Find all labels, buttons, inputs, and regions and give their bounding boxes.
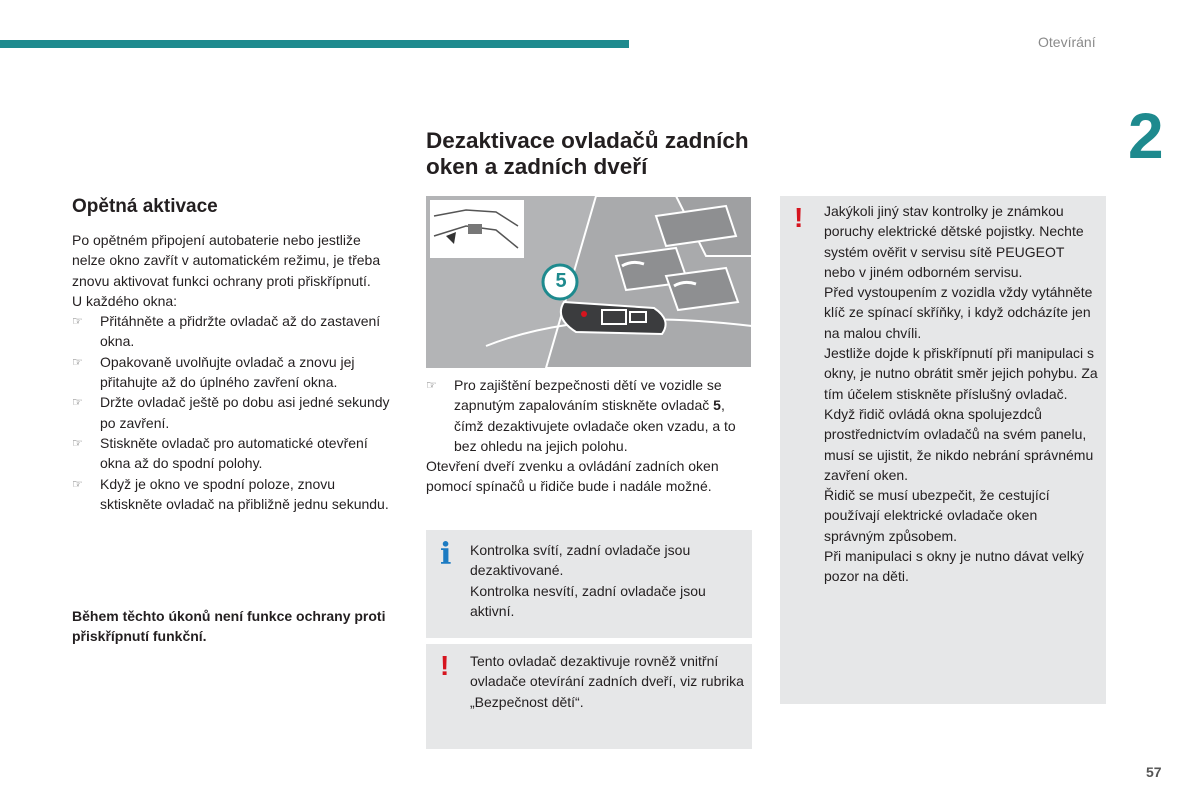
- warning-paragraph: Řidič se musí ubezpečit, že cestující používají elektrické ovladače oken správným způsobem.: [824, 487, 1050, 544]
- deactivation-bullets: [426, 375, 756, 456]
- info-line-on: Kontrolka svítí, zadní ovladače jsou dezaktivované.: [470, 542, 691, 579]
- anti-pinch-note: Během těchto úkonů není funkce ochrany proti přiskřípnutí funkční.: [72, 608, 386, 645]
- switch-panel-drawing: [426, 196, 752, 368]
- page-number: 57: [1146, 764, 1162, 780]
- reactivation-steps: [72, 311, 398, 514]
- reactivation-heading: Opětná aktivace: [72, 196, 218, 217]
- pointing-hand-icon: ☞: [72, 395, 83, 410]
- warning-paragraph: Jestliže dojde k přiskřípnutí při manipulaci s okny, je nutno obrátit směr jejich pohybu. Za tím účelem stiskněte příslušný ovladač.: [824, 345, 1098, 402]
- driver-controls-paragraph: Otevření dveří zvenku a ovládání zadních oken pomocí spínačů u řidiče bude i nadále možné.: [426, 458, 719, 495]
- info-box: [426, 530, 752, 638]
- list-item: ☞ Když je okno ve spodní poloze, znovu sktiskněte ovladač na přibližně jednu sekundu.: [72, 475, 389, 512]
- warning-exclamation-icon: !: [440, 650, 450, 681]
- list-item: ☞ Opakovaně uvolňujte ovladač a znovu jej přitahujte až do úplného zavření okna.: [72, 353, 355, 391]
- warning-paragraph: Jakýkoli jiný stav kontrolky je známkou poruchy elektrické dětské pojistky. Nechte systém ověřit v servisu sítě PEUGEOT nebo v jiném odborném servisu.: [824, 203, 1084, 280]
- list-item: ☞ Držte ovladač ještě po dobu asi jedné sekundy po zavření.: [72, 394, 390, 431]
- pointing-hand-icon: ☞: [72, 476, 83, 491]
- warning-text: Tento ovladač dezaktivuje rovněž vnitřní ovladače otevírání zadních dveří, viz rubrika „Bezpečnost dětí“.: [470, 653, 744, 710]
- pointing-hand-icon: ☞: [72, 435, 83, 450]
- deactivation-heading: Dezaktivace ovladačů zadních oken a zadních dveří: [426, 128, 749, 179]
- reactivation-intro: Po opětném připojení autobaterie nebo jestliže nelze okno zavřít v automatickém režimu, je třeba znovu aktivovat funkci ochrany proti přiskřípnutí.: [72, 232, 381, 289]
- warning-exclamation-icon: !: [794, 202, 804, 233]
- list-item: ☞ Přitáhněte a přidržte ovladač až do zastavení okna.: [72, 313, 381, 350]
- list-item: ☞ Stiskněte ovladač pro automatické otevření okna až do spodní polohy.: [72, 434, 368, 472]
- per-window-label: U každého okna:: [72, 292, 178, 309]
- warning-box-child-lock: [426, 644, 752, 749]
- header-accent-bar: [0, 40, 629, 48]
- warning-paragraph: Když řidič ovládá okna spolujezdců prostřednictvím ovladačů na svém panelu, musí se ujistit, že nikdo nebrání správnému zavření oken.: [824, 405, 1094, 483]
- deactivation-text: [426, 375, 756, 497]
- warning-paragraph: Před vystoupením z vozidla vždy vytáhněte klíč ze spínací skříňky, i když odcházíte jen na malou chvíli.: [824, 284, 1093, 341]
- warning-box-safety: [780, 196, 1106, 704]
- pointing-hand-icon: ☞: [426, 378, 437, 392]
- chapter-number: 2: [1128, 100, 1164, 172]
- window-switch-illustration: [426, 196, 752, 368]
- pointing-hand-icon: ☞: [72, 354, 83, 369]
- section-title: Otevírání: [1038, 34, 1096, 50]
- list-item: ☞ Pro zajištění bezpečnosti dětí ve vozidle se zapnutým zapalováním stiskněte ovladač 5, čímž dezaktivujete ovladače oken vzadu, a to bez ohledu na jejich polohu.: [426, 377, 736, 454]
- info-icon: i: [440, 537, 452, 572]
- warning-paragraph: Při manipulaci s okny je nutno dávat velký pozor na děti.: [824, 548, 1084, 585]
- reactivation-section: [72, 196, 398, 514]
- callout-number: 5: [555, 270, 567, 292]
- info-line-off: Kontrolka nesvítí, zadní ovladače jsou aktivní.: [470, 582, 706, 619]
- pointing-hand-icon: ☞: [72, 314, 83, 329]
